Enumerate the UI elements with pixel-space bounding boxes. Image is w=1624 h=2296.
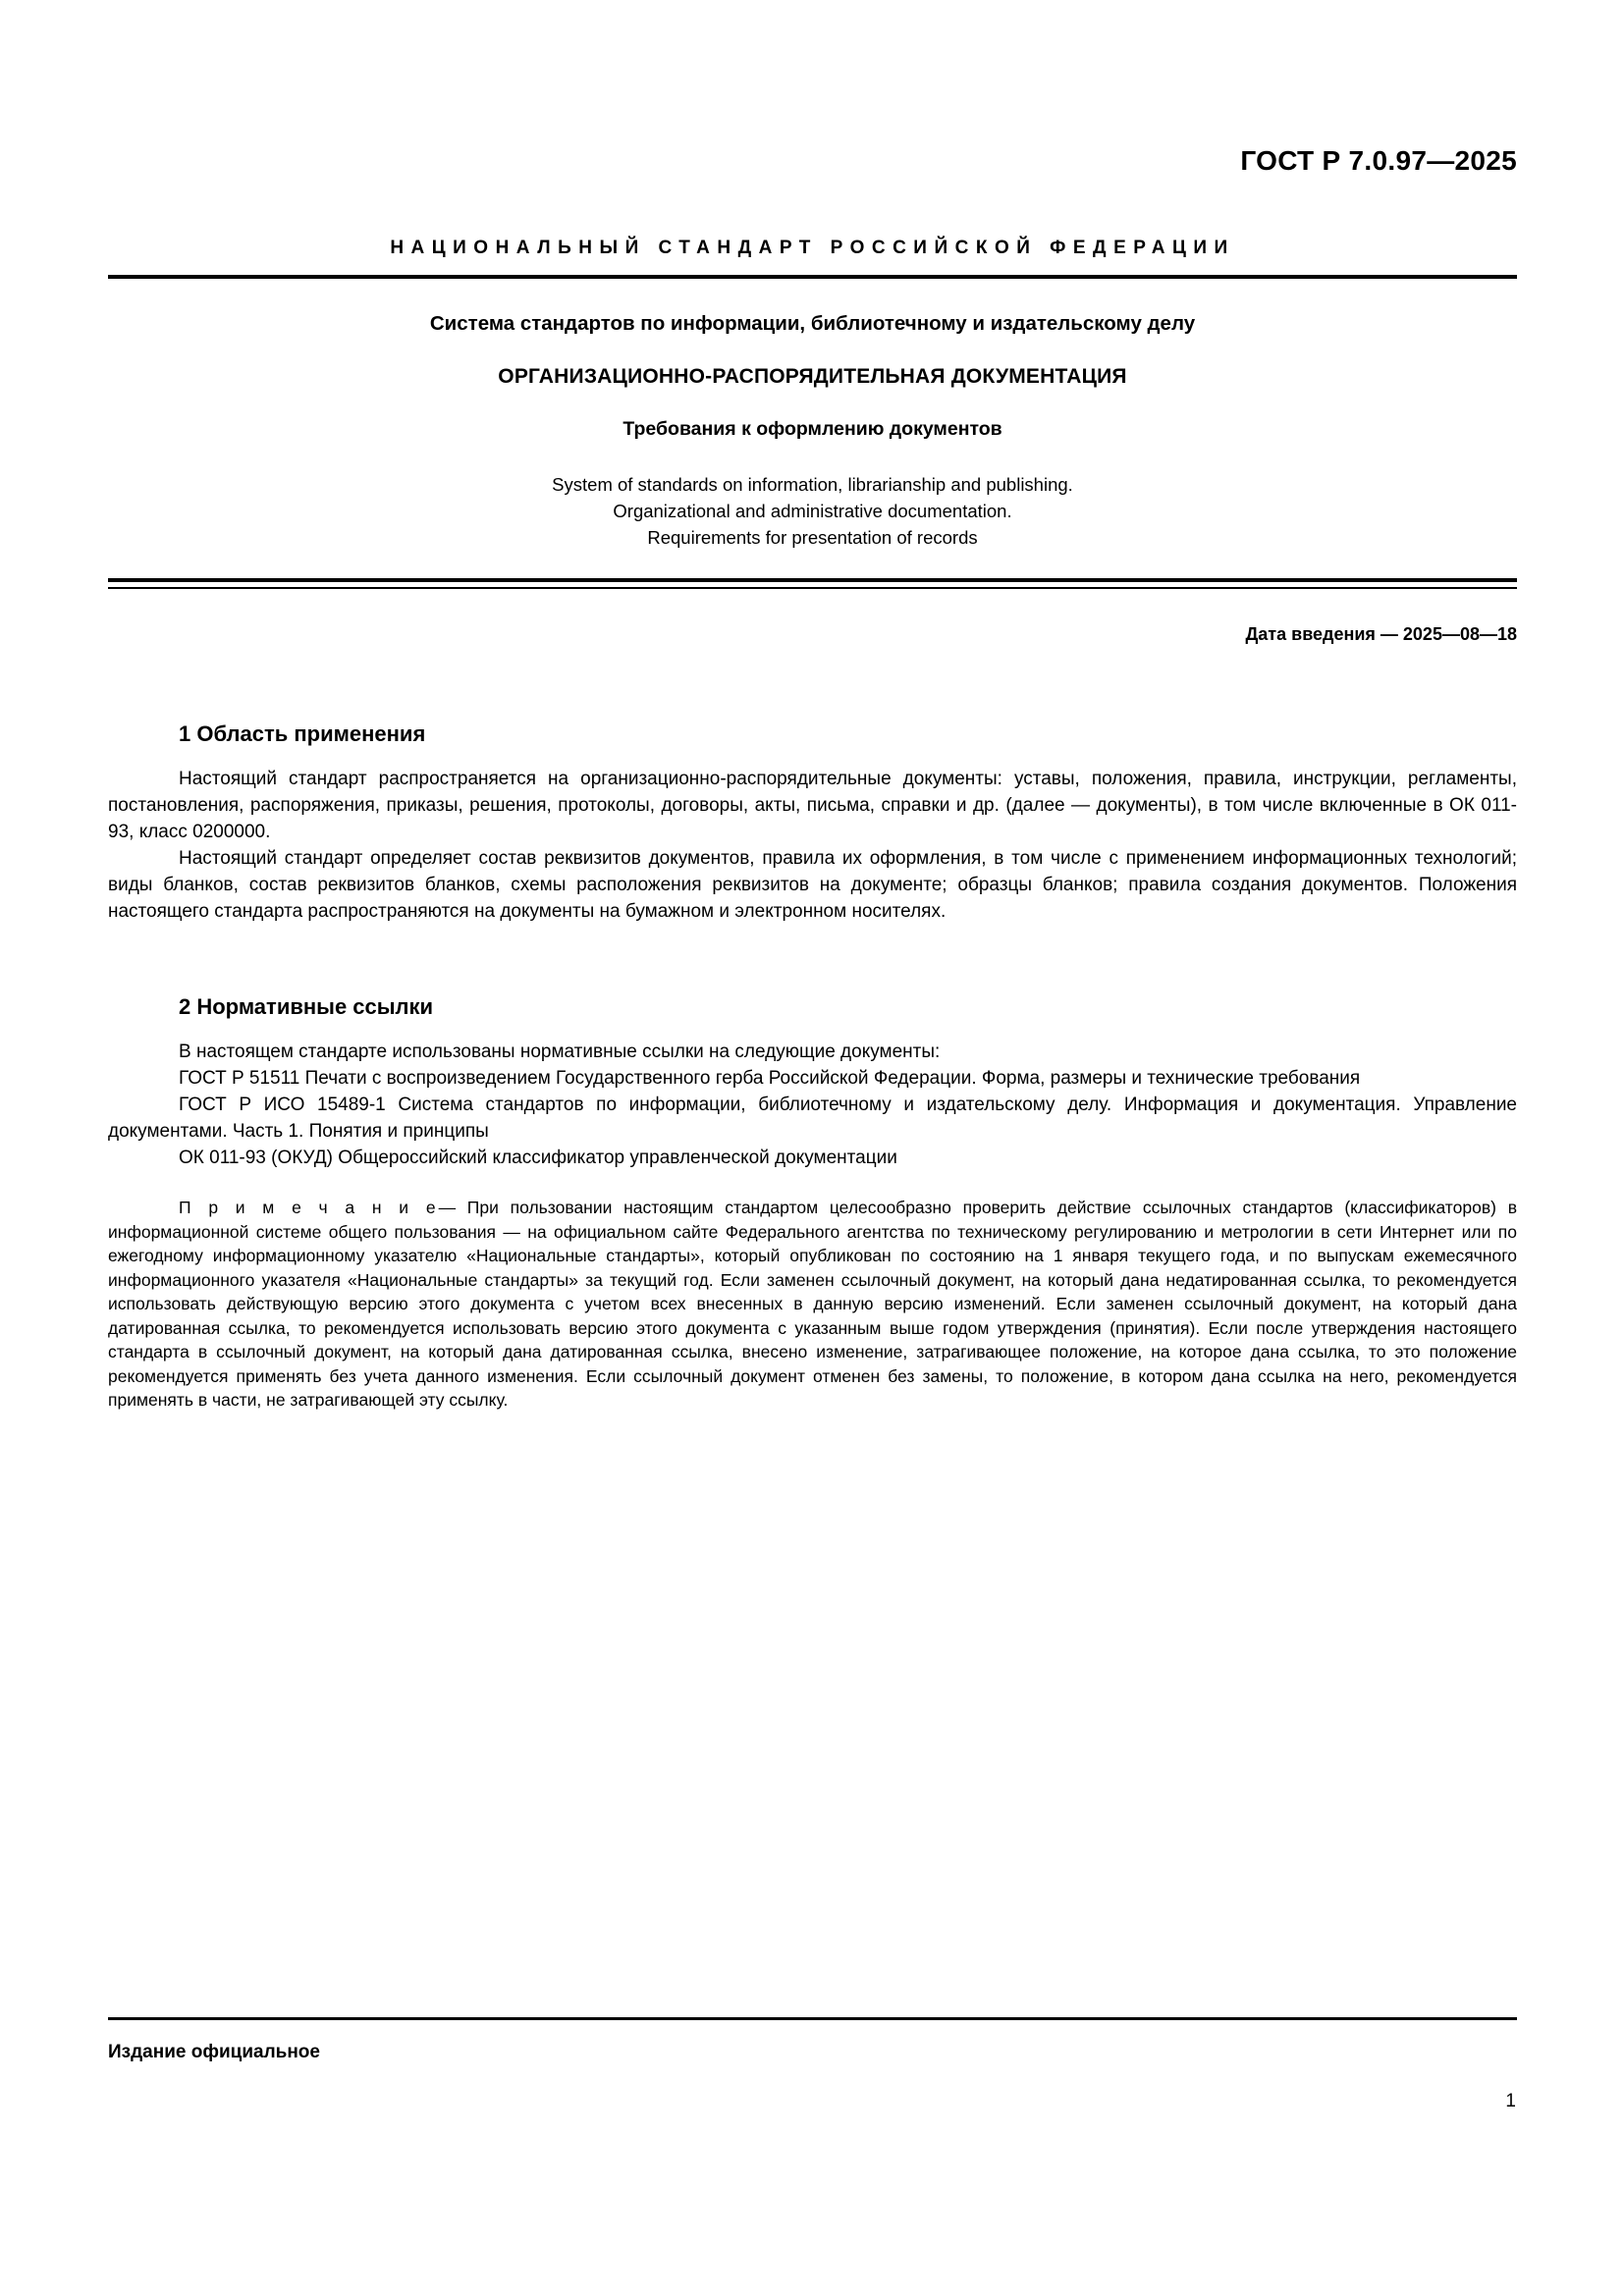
note-text: — При пользовании настоящим стандартом целесообразно проверить действие ссылочных стандартов (классификаторов) в информационной системе общего пользования — на официальном сайте Федерального агентства по техническому регулированию и метрологии в сети Интернет или по ежегодному информационному указателю «Национальные стандарты», который опубликован по состоянию на 1 января текущего года, и по выпускам ежемесячного информационного указателя «Национальные стандарты» за текущий год. Если заменен ссылочный документ, на который дана недатированная ссылка, то рекомендуется использовать действующую версию этого документа с учетом всех внесенных в данную версию изменений. Если заменен ссылочный документ, на который дана датированная ссылка, то рекомендуется использовать версию этого документа с указанным выше годом утверждения (принятия). Если после утверждения настоящего стандарта в ссылочный документ, на который дана датированная ссылка, внесено изменение, затрагивающее положение, на которое дана ссылка, то это положение рекомендуется применять без учета данного изменения. Если ссылочный документ отменен без замены, то положение, в котором дана ссылка на него, рекомендуется применять в части, не затрагивающей эту ссылку. — [108, 1198, 1517, 1411]
reference-item-1: ГОСТ Р 51511 Печати с воспроизведением Государственного герба Российской Федерации. Формa, размеры и технические требования — [179, 1068, 1361, 1090]
header-rule-bottom-group — [108, 578, 1517, 589]
footer-rule — [108, 2017, 1517, 2020]
page-content — [108, 0, 1517, 1413]
scope-paragraph-2: Настоящий стандарт определяет состав реквизитов документов, правила их оформления, в том числе с применением информационных технологий; виды бланков, состав реквизитов бланков, схемы расположения реквизитов на документе; образцы бланков; правила создания документов. Положения настоящего стандарта распространяются на документы на бумажном и электронном носителях. — [108, 848, 1517, 923]
title-main-line: ОРГАНИЗАЦИОННО-РАСПОРЯДИТЕЛЬНАЯ ДОКУМЕНТАЦИЯ — [498, 365, 1127, 388]
page-number: 1 — [1505, 2091, 1516, 2111]
reference-item-2: ГОСТ Р ИСО 15489-1 Система стандартов по информации, библиотечному и издательскому делу. Информация и документация. Управление документами. Часть 1. Понятия и принципы — [108, 1095, 1517, 1143]
title-english-line-1: System of standards on information, librarianship and publishing. — [552, 474, 1073, 495]
references-intro-paragraph: В настоящем стандарте использованы нормативные ссылки на следующие документы: — [179, 1041, 941, 1063]
section-heading-scope: 1 Область применения — [179, 721, 426, 747]
section-heading-references: 2 Нормативные ссылки — [179, 994, 434, 1020]
title-block — [108, 312, 1517, 551]
title-subtitle-line: Требования к оформлению документов — [623, 418, 1002, 440]
official-edition-label: Издание официальное — [108, 2042, 320, 2062]
header-rule-top — [108, 275, 1517, 279]
scope-paragraph-1: Настоящий стандарт распространяется на организационно-распорядительные документы: уставы, положения, правила, инструкции, регламенты, постановления, распоряжения, приказы, решения, протоколы, договоры, акты, письма, справки и др. (далее — документы), в том числе включенные в ОК 011-93, класс 0200000. — [108, 769, 1517, 843]
header-rule-bottom-thin — [108, 587, 1517, 589]
title-english-block — [108, 472, 1517, 551]
note-label: П р и м е ч а н и е — [179, 1198, 439, 1218]
reference-item-3: ОК 011-93 (ОКУД) Общероссийский классификатор управленческой документации — [179, 1148, 897, 1169]
references-note — [108, 1196, 1517, 1413]
introduction-date: Дата введения — 2025—08—18 — [1245, 624, 1517, 645]
title-english-line-2: Organizational and administrative documentation. — [613, 500, 1012, 521]
title-system-line: Система стандартов по информации, библиотечному и издательскому делу — [429, 312, 1196, 335]
standard-number: ГОСТ Р 7.0.97—2025 — [1240, 145, 1517, 176]
title-english-line-3: Requirements for presentation of records — [647, 526, 978, 548]
national-standard-caption: НАЦИОНАЛЬНЫЙ СТАНДАРТ РОССИЙСКОЙ ФЕДЕРАЦИИ — [390, 238, 1235, 258]
